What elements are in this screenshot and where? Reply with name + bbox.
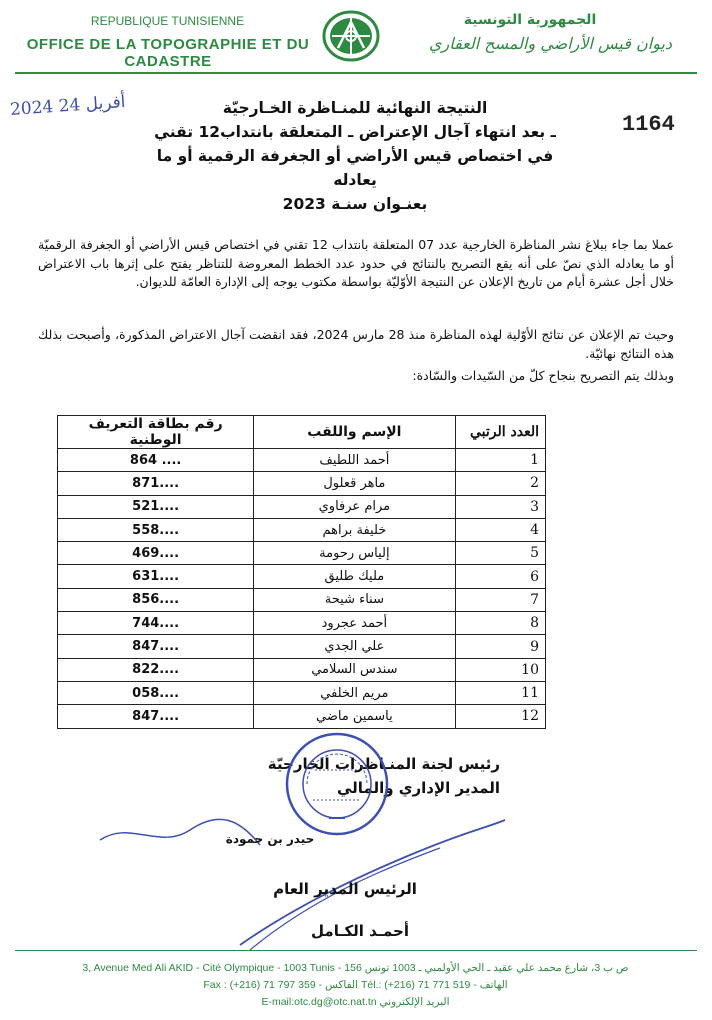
- table-row: [58, 449, 546, 472]
- row-id: 864 ....: [58, 449, 254, 472]
- table-row: [58, 681, 546, 704]
- row-id: 744....: [58, 612, 254, 635]
- table-row: [58, 495, 546, 518]
- reference-number: 1164: [622, 112, 675, 137]
- row-id: 558....: [58, 518, 254, 541]
- row-name: إلياس رحومة: [254, 542, 455, 565]
- row-name: علي الجدي: [254, 635, 455, 658]
- row-rank: 6: [455, 565, 545, 588]
- row-id: 631....: [58, 565, 254, 588]
- row-rank: 12: [455, 705, 545, 728]
- row-name: أحمد عجرود: [254, 612, 455, 635]
- director-title: الرئيس المدير العام: [273, 880, 417, 898]
- globe-logo-icon: [318, 8, 384, 64]
- row-name: ماهر قعلول: [254, 472, 455, 495]
- title-line-2: ـ بعد انتهاء آجال الإعتراض ـ المتعلقة بانتداب12 تقني: [154, 123, 556, 141]
- footer-address: 3, Avenue Med Ali AKID - Cité Olympique - 1003 Tunis - 156 ص ب 3، شارع محمد علي عقيد ـ الحي الأولمبي ـ 1003 تونس: [82, 962, 629, 974]
- row-rank: 4: [455, 518, 545, 541]
- table-header-row: [58, 416, 546, 449]
- row-rank: 3: [455, 495, 545, 518]
- results-table: [57, 415, 546, 729]
- header-office-ar: ديوان قيس الأراضي والمسح العقاري: [428, 34, 673, 53]
- committee-signer-name: حيدر بن حمودة: [225, 832, 315, 846]
- handwritten-date: 2024 أفريل 24: [9, 91, 127, 121]
- row-name: خليفة براهم: [254, 518, 455, 541]
- table-row: [58, 658, 546, 681]
- row-rank: 5: [455, 542, 545, 565]
- header-republic-fr: REPUBLIQUE TUNISIENNE: [90, 14, 245, 28]
- title-line-3: في اختصاص قيس الأراضي أو الجغرفة الرقمية أو ما يعادله: [156, 147, 554, 189]
- row-name: سندس السلامي: [254, 658, 455, 681]
- side-code: [6, 903, 14, 905]
- row-id: 058....: [58, 681, 254, 704]
- row-id: 856....: [58, 588, 254, 611]
- table-row: [58, 705, 546, 728]
- row-id: 469....: [58, 542, 254, 565]
- body-paragraph-3: وبذلك يتم التصريح بنجاح كلّ من السّيدات والسّادة:: [412, 368, 674, 383]
- row-name: مرام عرفاوي: [254, 495, 455, 518]
- table-row: [58, 472, 546, 495]
- table-row: [58, 565, 546, 588]
- row-rank: 9: [455, 635, 545, 658]
- table-row: [58, 588, 546, 611]
- footer-phone-fax: Fax : (+216) 71 797 359 - الفاكس Tél.: (+216) 71 771 519 - الهاتف: [203, 979, 508, 991]
- footer-email: E-mail:otc.dg@otc.nat.tn البريد الإلكتروني: [261, 996, 450, 1008]
- row-rank: 8: [455, 612, 545, 635]
- row-name: سناء شيحة: [254, 588, 455, 611]
- row-id: 847....: [58, 705, 254, 728]
- row-name: ياسمين ماضي: [254, 705, 455, 728]
- official-stamp-icon: [283, 730, 391, 838]
- row-rank: 7: [455, 588, 545, 611]
- committee-title: رئيس لجنة المنـاظرات الخارجيّة: [267, 755, 500, 773]
- header-rank: العدد الرتبي: [455, 416, 545, 449]
- director-name: أحمـد الكـامل: [311, 922, 409, 940]
- header-republic-ar: الجمهورية التونسية: [463, 12, 597, 28]
- title-line-4: بعنـوان سنـة 2023: [282, 195, 428, 213]
- footer-divider: [15, 950, 697, 951]
- title-line-1: النتيجة النهائية للمنـاظرة الخـارجيّة: [222, 99, 488, 117]
- row-name: مليك طليق: [254, 565, 455, 588]
- header-divider: [15, 72, 697, 74]
- body-paragraph-2: وحيث تم الإعلان عن نتائج الأوّلية لهذه المناظرة منذ 28 مارس 2024، فقد انقضت آجال الاعتراض المذكورة، وأصبحت بذلك هذه النتائج نهائيّة.: [38, 327, 674, 361]
- header-name: الإسم واللقب: [254, 416, 455, 449]
- row-rank: 11: [455, 681, 545, 704]
- table-row: [58, 542, 546, 565]
- document-title: [135, 96, 575, 216]
- committee-role: المدير الإداري والمالي: [336, 779, 500, 797]
- table-row: [58, 518, 546, 541]
- row-id: 871....: [58, 472, 254, 495]
- row-rank: 1: [455, 449, 545, 472]
- table-row: [58, 612, 546, 635]
- row-id: 521....: [58, 495, 254, 518]
- row-id: 847....: [58, 635, 254, 658]
- table-row: [58, 635, 546, 658]
- body-paragraph-1: عملا بما جاء ببلاغ نشر المناظرة الخارجية عدد 07 المتعلقة بانتداب 12 تقني في اختصاص قيس الأراضي أو الجغرفة الرقميّة أو ما يعادله الذي نصّ على أنه يقع التصريح بالنتائج في حدود عدد الخطط المعروضة للتناظر يفتح على إثرها باب الاعتراض خلال أجل عشرة أيام من تاريخ الإعلان عن النتيجة الأوّليّة بواسطة مكتوب يوجه إلى الإدارة العامّة للديوان.: [38, 237, 674, 289]
- row-rank: 10: [455, 658, 545, 681]
- header-office-fr: OFFICE DE LA TOPOGRAPHIE ET DU CADASTRE: [26, 36, 310, 70]
- row-rank: 2: [455, 472, 545, 495]
- header-id-number: رقم بطاقة التعريف الوطنية: [58, 416, 254, 449]
- row-id: 822....: [58, 658, 254, 681]
- row-name: أحمد اللطيف: [254, 449, 455, 472]
- row-name: مريم الخلفي: [254, 681, 455, 704]
